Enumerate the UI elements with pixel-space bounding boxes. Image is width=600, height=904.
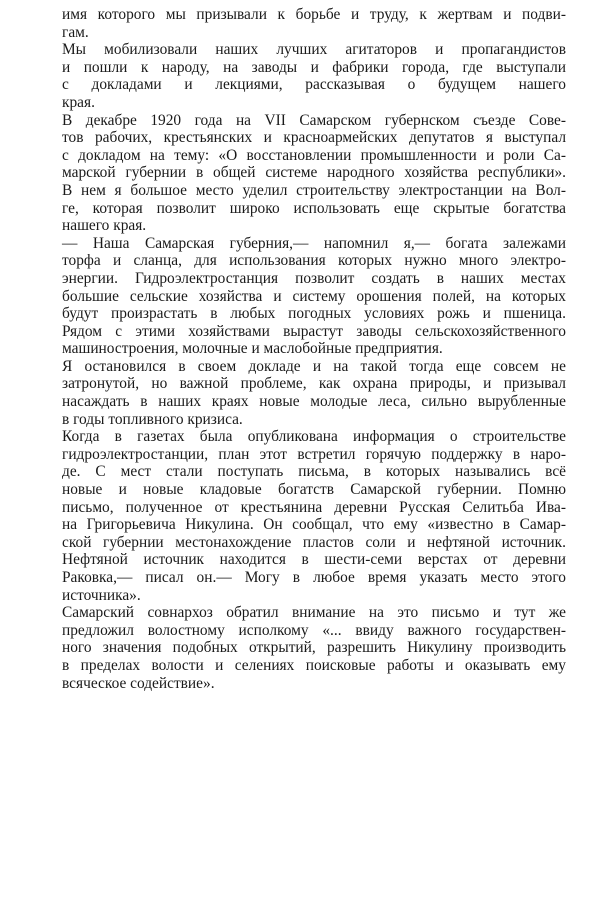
text-line: всяческое содействие». [62,674,215,692]
text-line: Когда в газетах была опубликована информация о строительстве [62,428,566,446]
text-line: Рядом с этими хозяйствами вырастут заводы сельскохозяйственного [62,322,566,340]
text-line: гидроэлектростанции, план этот встретил горячую поддержку в наро- [62,445,566,463]
text-line: большие сельские хозяйства и систему орошения полей, на которых [62,287,566,305]
text-line: Я остановился в своем докладе и на такой тогда еще совсем не [62,357,566,375]
page-text [62,6,566,692]
text-line: предложил волостному исполкому «... ввиду важного государствен- [62,621,566,639]
paragraph [62,41,566,111]
text-line: края. [62,93,95,111]
text-line: тов рабочих, крестьянских и красноармейских депутатов я выступал [62,129,566,147]
paragraph [62,604,566,692]
paragraph [62,6,566,41]
paragraph [62,235,566,358]
text-line: затронутой, но важной проблеме, как охрана природы, и призывал [62,375,566,393]
paragraph [62,112,566,235]
paragraph [62,358,566,428]
text-line: на Григорьевича Никулина. Он сообщал, что ему «известно в Самар- [62,516,566,534]
text-line: новые и новые кладовые богатств Самарской губернии. Помню [62,481,566,499]
text-line: источника». [62,586,141,604]
text-line: насаждать в наших краях новые молодые леса, сильно вырубленные [62,393,566,411]
text-line: де. С мест стали поступать письма, в которых назывались всё [62,463,566,481]
text-line: в пределах волости и селениях поисковые работы и оказывать ему [62,656,566,674]
text-line: энергии. Гидроэлектростанция позволит создать в наших местах [62,269,566,287]
text-line: В нем я большое место уделил строительству электростанции на Вол- [62,181,566,199]
text-line: с докладом на тему: «О восстановлении промышленности и роли Са- [62,146,566,164]
text-line: В декабре 1920 года на VII Самарском губернском съезде Сове- [62,111,566,129]
paragraph [62,428,566,604]
text-line: гам. [62,23,89,41]
text-line: Раковка,— писал он.— Могу в любое время указать место этого [62,569,566,586]
text-line: Мы мобилизовали наших лучших агитаторов и пропагандистов [62,41,566,59]
text-line: нашего края. [62,217,147,235]
text-line: письмо, полученное от крестьянина деревни Русская Селитьба Ива- [62,498,566,516]
text-line: — Наша Самарская губерния,— напомнил я,— богата залежами [62,234,566,252]
text-line: Самарский совнархоз обратил внимание на это письмо и тут же [62,604,566,622]
text-line: Нефтяной источник находится в шести-семи верстах от деревни [62,551,566,569]
text-line: будут произрастать в любых погодных условиях рожь и пшеница. [62,305,566,323]
text-line: ге, которая позволит широко использовать еще скрытые богатства [62,199,566,217]
text-line: ской губернии местонахождение пластов соли и нефтяной источник. [62,533,566,551]
text-line: машиностроения, молочные и маслобойные предприятия. [62,340,443,358]
text-line: имя которого мы призывали к борьбе и труду, к жертвам и подви- [62,6,566,23]
text-line: и пошли к народу, на заводы и фабрики города, где выступали [62,58,566,76]
text-line: торфа и сланца, для использования которых нужно много электро- [62,252,566,270]
text-line: с докладами и лекциями, рассказывая о будущем нашего [62,76,566,94]
text-line: марской губернии в общей системе народного хозяйства республики». [62,164,566,182]
text-line: в годы топливного кризиса. [62,410,243,428]
text-line: ного значения подобных открытий, разрешить Никулину производить [62,639,566,657]
